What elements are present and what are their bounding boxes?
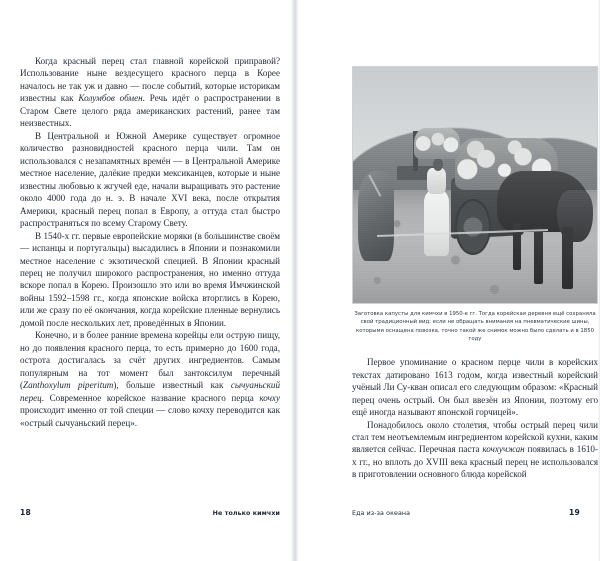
left-page-footer <box>0 501 300 561</box>
paragraph <box>20 329 280 429</box>
emphasised-term: кочхучжан <box>482 444 525 455</box>
paragraph <box>20 130 280 230</box>
page-number-left: 18 <box>20 508 31 517</box>
photo-film-grain <box>353 67 597 303</box>
text-run: ), больше известный как <box>113 380 231 391</box>
text-run: происходит именно от той специи — слово кочху переводится как «острый сычуаньский перец». <box>20 405 280 428</box>
running-head-left: Не только кимчхи <box>212 510 280 517</box>
text-run: В 1540-х гг. первые европейские моряки (в большинстве своём — испанцы и португальцы) высадились в Японии и познакомили местное население с экзотической специей. В Японии красный перец не получил широкого распространения, но именно оттуда вскоре попал в Корею. Произошло это или во время Имчжинской войны 1592–1598 гг., когда японские войска вторглись в Корею, или же сразу по её окончания, когда корейские пленные вернулись домой после нескольких лет, проведённых в Японии. <box>20 230 280 328</box>
text-run: появилась в 1610-х гг., но вплоть до XVIII века красный перец не использовался в приготовлении основного блюда корейской <box>352 444 598 480</box>
right-page <box>300 0 600 561</box>
text-run: Когда красный перец стал главной корейской приправой? Использование ныне вездесущего красного перца в Корее началось не так уж и давно — после событий, которые историкам известны как <box>20 56 280 104</box>
running-head-right: Еда из-за океана <box>352 510 411 517</box>
paragraph <box>20 230 280 330</box>
emphasised-term: Колумбов обмен <box>78 93 143 104</box>
right-page-body <box>352 356 598 481</box>
photo-figure <box>352 66 598 304</box>
paragraph <box>352 419 598 481</box>
left-page-body <box>20 55 280 429</box>
right-page-footer <box>300 501 600 561</box>
emphasised-term: кочху <box>259 392 280 403</box>
text-run: . Современное корейское название красного перца <box>41 392 260 403</box>
emphasised-term: сычуаньский перец <box>20 380 280 403</box>
emphasised-term: Zanthoxylum piperitum <box>23 380 114 391</box>
paragraph <box>20 55 280 130</box>
text-run: Первое упоминание о красном перце чили в корейских текстах датировано 1613 годом, когда известный корейский учёный Ли Су-кван описал его следующим образом: «Красный перец очень острый. Он был ввезён из Японии, поэтому его ещё иногда называют японской горчицей». <box>352 357 598 418</box>
text-run: Понадобилось около столетия, чтобы острый перец чили стал тем неотъемлемым ингредиентом корейской кухни, каким является сейчас. Перечная паста <box>352 419 598 455</box>
text-run: В Центральной и Южной Америке существует огромное количество разновидностей красного перца чили. Там он использовался с незапамятных времён — в Центральной Америке местное население, далёкие предки мексиканцев, которые и ныне известны любовью к жгучей еде, начали выращивать это растение около 4000 года до н. э. В начале XVI века, после открытия Америки, красный перец попал в Европу, а оттуда стал быстро распространяться по всему Старому Свету. <box>20 130 280 229</box>
text-run: Конечно, и в более ранние времена корейцы ели острую пищу, но до появления красного перца, то есть примерно до 1600 года, острота достигалась за счёт других ингредиентов. Самым популярным на тот момент был зантоксилум перечный ( <box>20 330 280 391</box>
page-number-right: 19 <box>569 508 580 517</box>
paragraph <box>352 356 598 418</box>
photo-caption: Заготовка капусты для кимчхи в 1950-е гг. Тогда корейская деревня ещё сохраняла свой традиционный вид: если не обращать внимания на пневматические шины, которыми оснащена повозка, точно такой же снимок можно было сделать и в 1850 году <box>354 311 596 342</box>
text-run: . Речь идёт о распространении в Старом Свете целого ряда американских растений, ранее там неизвестных. <box>20 93 281 129</box>
historical-photo-cabbage-harvest <box>353 67 597 303</box>
